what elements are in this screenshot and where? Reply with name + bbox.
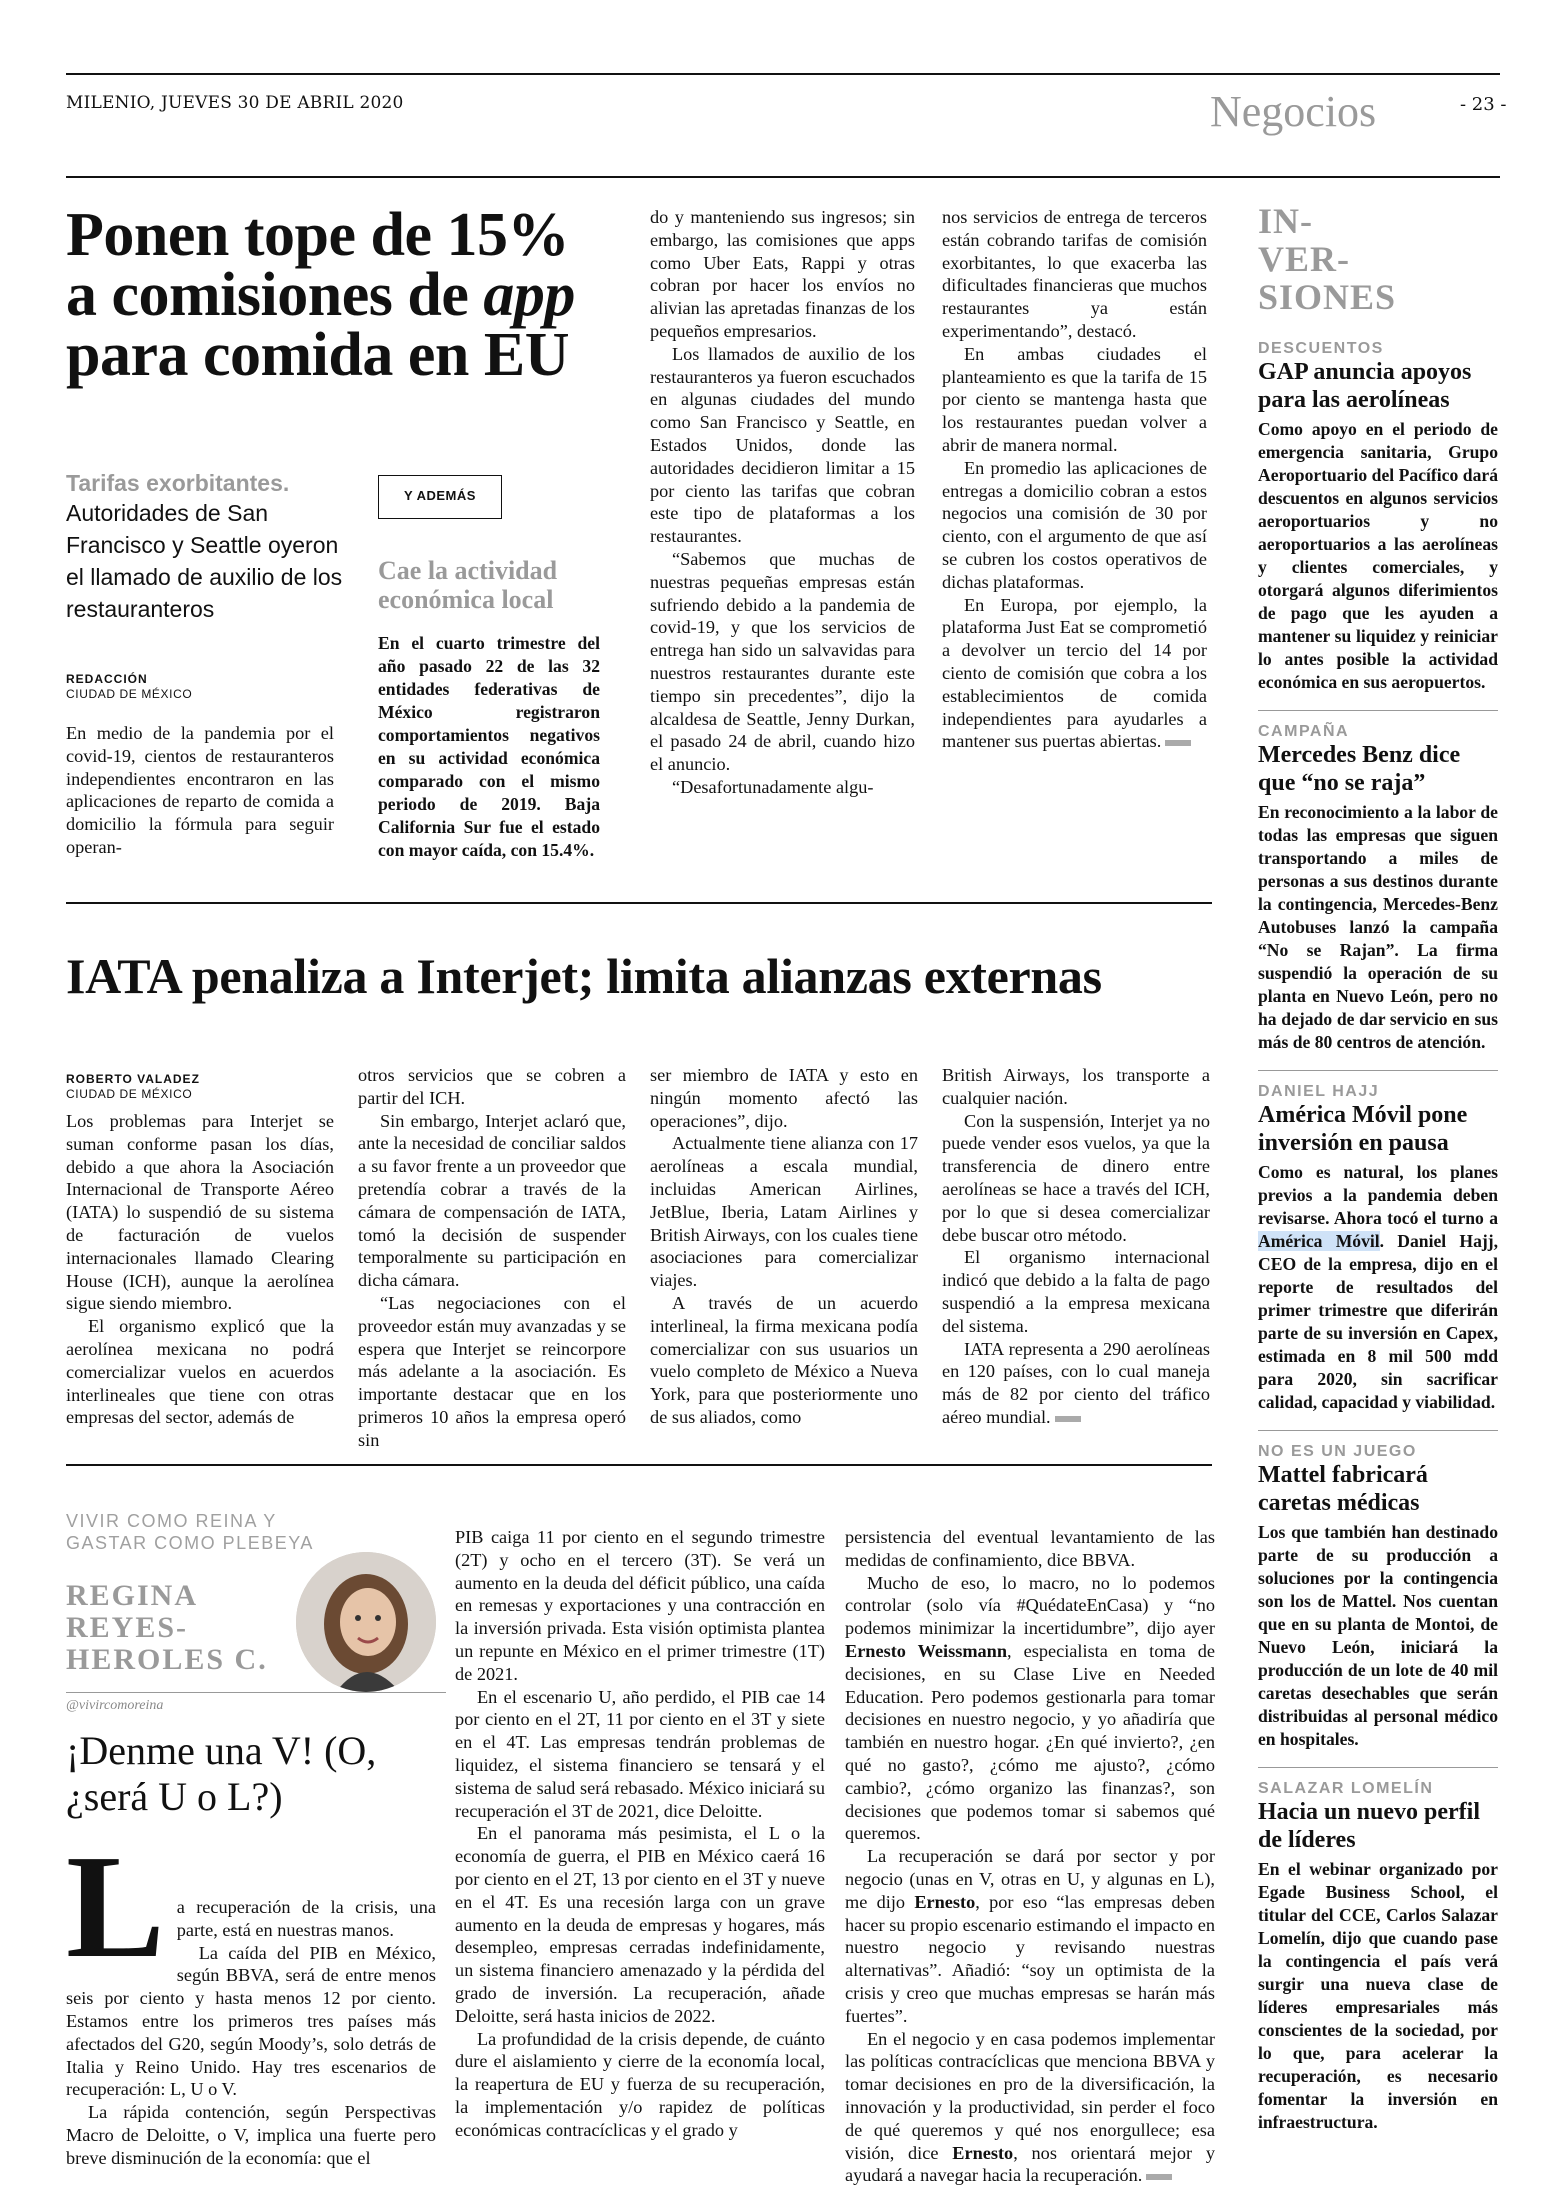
inv-title: GAP anuncia apoyos para las aerolíneas <box>1258 359 1472 413</box>
inv-item-mattel <box>1258 1430 1498 1751</box>
sidebar-text: En el cuarto trimestre del año pasado 22 de las 32 entidades federativas de México registraron comportamientos negativos en su actividad económica comparado con el mismo periodo de 2019. Baja California Sur fue el estado con mayor caída, con 15.4%. <box>378 633 600 860</box>
inv-text: Como apoyo en el periodo de emergencia sanitaria, Grupo Aeroportuario del Pacífico dará descuentos en algunos servicios aeroportuarios y no aeroportuarios a las aerolíneas y clientes comerciales, y otorgará algunos diferimientos de pago que les ayuden a mantener su liquidez y reiniciar lo antes posible la actividad económica en sus aeropuertos. <box>1258 419 1498 692</box>
highlighted-text: América Móvil <box>1258 1231 1380 1251</box>
inversiones-header: IN- VER- SIONES <box>1258 201 1397 317</box>
header-rule <box>66 176 1500 178</box>
end-mark <box>1146 2174 1172 2180</box>
columnist-photo <box>296 1552 436 1692</box>
columnist-name: REGINA REYES- HEROLES C. <box>66 1579 268 1676</box>
inv-item-america-movil <box>1258 1070 1498 1414</box>
sidebar-label-box: Y ADEMÁS <box>378 475 502 519</box>
iata-byline: ROBERTO VALADEZ CIUDAD DE MÉXICO <box>66 1072 200 1101</box>
columnist-rule <box>66 1692 446 1693</box>
inv-title: Mattel fabricará caretas médicas <box>1258 1462 1428 1516</box>
column-title: ¡Denme una V! (O, ¿será U o L?) <box>66 1728 377 1819</box>
iata-col2: otros servicios que se cobren a partir del ICH. Sin embargo, Interjet aclaró que, ante la necesidad de conciliar saldos a su favor frente a un proveedor que pretendía cobrar a través de la cámara de compensación de IATA, tomó la decisión de suspender temporalmente su participación en dicha cámara. “Las negociaciones con el proveedor están muy avanzadas y se espera que Interjet se reincorpore más adelante a la asociación. Es importante destacar que en los primeros 10 años la empresa operó sin <box>358 1065 626 1450</box>
inv-kicker: DANIEL HAJJ <box>1258 1083 1380 1100</box>
inversiones-rail <box>1258 340 1498 2134</box>
columnist-handle: @vivircomoreina <box>66 1698 164 1713</box>
section-title: Negocios <box>1210 87 1377 136</box>
column-col3: persistencia del eventual levantamiento de las medidas de confinamiento, dice BBVA. Mucho de eso, lo macro, no lo podemos controlar (solo vía #QuédateEnCasa) y “no podemos minimizar la incertidumbre”, dijo ayer Ernesto Weissmann, especialista en toma de decisiones, en su Clase Live en Needed Education. Pero podemos gestionarla para tomar decisiones en nuestro negocio, y yo añadiría que también en nuestro hogar. ¿En qué invierto?, ¿en qué no gasto?, ¿cómo me ajusto?, ¿cómo cambio?, ¿cómo organizo las finanzas?, son decisiones que podemos tomar si sabemos qué queremos. La recuperación se dará por sector y por negocio (unas en V, otras en U, y algunas en L), me dijo Ernesto, por eso “las empresas deben hacer su propio escenario estimando el impacto en nuestro negocio y revisando nuestras alternativas”. Añadió: “soy un optimista de la crisis y creo que muchas empresas se harán más fuertes”. En el negocio y en casa podemos implementar las políticas contracíclicas que menciona BBVA y tomar decisiones en pro de la diversificación, la innovación y la productividad, sin perder el foco de qué queremos y qué nos enorgullece; esa visión, dice Ernesto, nos orientará mejor y ayudará a navegar hacia la recuperación. <box>845 1527 1216 2186</box>
inv-item-salazar <box>1258 1767 1498 2134</box>
inv-item-mercedes <box>1258 710 1498 1054</box>
top-rule <box>66 73 1500 75</box>
inv-title: América Móvil pone inversión en pausa <box>1258 1102 1468 1156</box>
lead-col2: do y manteniendo sus ingresos; sin embargo, las comisiones que apps como Uber Eats, Rappi y otras cobran por hacer los envíos no alivian las apretadas finanzas de los pequeños empresarios. Los llamados de auxilio de los restauranteros ya fueron escuchados en algunas ciudades del mundo como San Francisco y Seattle, en Estados Unidos, donde las autoridades decidieron limitar a 15 por ciento las tarifas que cobran este tipo de plataformas a los restaurantes. “Sabemos que muchas de nuestras pequeñas empresas están sufriendo debido a la pandemia de covid-19, y que los servicios de entrega han sido un salvavidas para nuestros restaurantes durante este tiempo sin precedentes”, dijo la alcaldesa de Seattle, Jenny Durkan, el pasado 24 de abril, cuando hizo el anuncio. “Desafortunadamente algu- <box>650 207 915 797</box>
inv-kicker: NO ES UN JUEGO <box>1258 1443 1417 1460</box>
inv-item-gap <box>1258 340 1498 694</box>
inv-kicker: SALAZAR LOMELÍN <box>1258 1780 1434 1797</box>
column-col2: PIB caiga 11 por ciento en el segundo trimestre (2T) y ocho en el tercero (3T). Se verá un aumento en la deuda del déficit público, una caída en remesas y exportaciones y una contracción en la inversión privada. Esta visión optimista plantea un repunte en México en el primer trimestre (1T) de 2021. En el escenario U, año perdido, el PIB cae 14 por ciento en el 2T, 11 por ciento en el 3T y siete en el 4T. Las empresas tendrán problemas de liquidez, el sistema financiero se tensará y el sistema de salud será rebasado. México iniciará su recuperación el 3T de 2021, dice Deloitte. En el panorama más pesimista, el L o la economía de guerra, el PIB en México caerá 16 por ciento en el 2T, 13 por ciento en el 3T y nueve en el 4T. Es una recesión larga con un grave aumento en la deuda de empresas y hogares, más desempleo, empresas cerradas indefinidamente, un sistema financiero amenazado y la pérdida del grado de inversión. La recuperación, añade Deloitte, será hasta inicios de 2022. La profundidad de la crisis depende, de cuánto dure el aislamiento y cierre de la economía local, la reapertura de EU y fuerza de su recuperación, la implementación y/o rapidez de políticas económicas contracíclicas y el grado y <box>455 1527 825 2140</box>
inv-title: Mercedes Benz dice que “no se raja” <box>1258 742 1461 796</box>
lead-byline: REDACCIÓN CIUDAD DE MÉXICO <box>66 672 193 701</box>
iata-col3: ser miembro de IATA y esto en ningún momento afectó las operaciones”, dijo. Actualmente tiene alianza con 17 aerolíneas a escala mundial, incluidas American Airlines, JetBlue, Iberia, Latam Airlines y British Airways, con los cuales tiene asociaciones para comercializar viajes. A través de un acuerdo interlineal, la firma mexicana podía comercializar con sus usuarios un vuelo completo de México a Nueva York, para que posteriormente uno de sus aliados, como <box>650 1065 918 1427</box>
inv-text: Los que también han destinado parte de su producción a soluciones por la contingencia son los de Mattel. Nos cuentan que en su planta de Montoi, de Nuevo León, iniciará la producción de un lote de 40 mil caretas desechables que serán distribuidas al personal médico en hospitales. <box>1258 1522 1498 1749</box>
section-rule-2 <box>66 1464 1212 1466</box>
section-rule-1 <box>66 902 1212 904</box>
inv-text: En reconocimiento a la labor de todas las empresas que siguen transportando a miles de personas a sus destinos durante la contingencia, Mercedes-Benz Autobuses lanzó la campaña “No se Rajan”. La firma suspendió la operación de su planta en Nuevo León, pero no ha dejado de dar servicio en sus más de 80 centros de atención. <box>1258 802 1498 1052</box>
deck-kicker: Tarifas exorbitantes. <box>66 470 290 496</box>
page-number: - 23 - <box>1460 94 1507 115</box>
drop-cap: L <box>66 1825 165 1989</box>
end-mark <box>1055 1416 1081 1422</box>
columnist-portrait-icon <box>296 1552 436 1692</box>
inv-text: Como es natural, los planes previos a la pandemia deben revisarse. Ahora tocó el turno a América Móvil. Daniel Hajj, CEO de la empresa, dijo en el reporte de resultados del primer trimestre que diferirán parte de su inversión en Capex, estimada en 8 mil 500 mdd para 2020, sin sacrificar calidad, capacidad y viabilidad. <box>1258 1162 1498 1412</box>
end-mark <box>1165 740 1191 746</box>
inv-kicker: CAMPAÑA <box>1258 723 1350 740</box>
lead-col1: En medio de la pandemia por el covid-19, cientos de restauranteros independientes encontraron en las aplicaciones de reparto de comida a domicilio la fórmula para seguir operan- <box>66 723 334 857</box>
inv-title: Hacia un nuevo perfil de líderes <box>1258 1799 1481 1853</box>
column-kicker: VIVIR COMO REINA Y GASTAR COMO PLEBEYA <box>66 1511 314 1553</box>
sidebar-title: Cae la actividad económica local <box>378 556 558 614</box>
deck-text: Autoridades de San Francisco y Seattle oyeron el llamado de auxilio de los restauranteros <box>66 500 343 622</box>
lead-deck <box>66 470 346 625</box>
iata-col1: Los problemas para Interjet se suman conforme pasan los días, debido a que ahora la Asociación Internacional de Transporte Aéreo (IATA) lo suspendió de su sistema de facturación de vuelos internacionales llamado Clearing House (ICH), aunque la aerolínea sigue siendo miembro. El organismo explicó que la aerolínea mexicana no podrá comercializar vuelos en acuerdos interlineales que tiene con otras empresas del sector, además de <box>66 1111 334 1428</box>
iata-col4: British Airways, los transporte a cualquier nación. Con la suspensión, Interjet ya no puede vender esos vuelos, ya que la transferencia de dinero entre aerolíneas se hace a través del ICH, por lo que si desea comercializar debe buscar otro método. El organismo internacional indicó que debido a la falta de pago suspendió a la empresa mexicana del sistema. IATA representa a 290 aerolíneas en 120 países, con lo cual maneja más de 82 por ciento del tráfico aéreo mundial. <box>942 1065 1210 1427</box>
lead-col3: nos servicios de entrega de terceros están cobrando tarifas de comisión exorbitantes, lo que exacerba las dificultades financieras que muchos restaurantes ya están experimentando”, destacó. En ambas ciudades el planteamiento es que la tarifa de 15 por ciento se mantenga hasta que los restaurantes puedan volver a abrir de manera normal. En promedio las aplicaciones de entregas a domicilio cobran a estos negocios una comisión de 30 por ciento, con el argumento de que así se cubren los costos operativos de dichas plataformas. En Europa, por ejemplo, la plataforma Just Eat se comprometió a devolver un tercio del 14 por ciento de comisión que cobra a los establecimientos de comida independientes para ayudarles a mantener sus puertas abiertas. <box>942 207 1207 752</box>
inv-text: En el webinar organizado por Egade Business School, el titular del CCE, Carlos Salazar Lomelín, dijo que cuando pase la contingencia el país verá surgir una nueva clase de líderes empresariales más conscientes de la sociedad, por lo que, para acelerar la recuperación, es necesario fomentar la inversión en infraestructura. <box>1258 1859 1498 2132</box>
inv-kicker: DESCUENTOS <box>1258 340 1384 357</box>
column-col1: L a recuperación de la crisis, una parte, está en nuestras manos. La caída del PIB en México, según BBVA, será de entre menos seis por ciento y hasta menos 12 por ciento. Estamos entre los primeros tres países más afectados del G20, según Moody’s, solo detrás de Italia y Reino Unido. Hay tres escenarios de recuperación: L, U o V. La rápida contención, según Perspectivas Macro de Deloitte, o V, implica una fuerte pero breve disminución de la economía: que el <box>66 1825 436 2168</box>
dateline: MILENIO, JUEVES 30 DE ABRIL 2020 <box>66 93 404 113</box>
iata-headline: IATA penaliza a Interjet; limita alianzas externas <box>66 948 1102 1004</box>
lead-headline: Ponen tope de 15% a comisiones de app para comida en EU <box>66 201 575 389</box>
